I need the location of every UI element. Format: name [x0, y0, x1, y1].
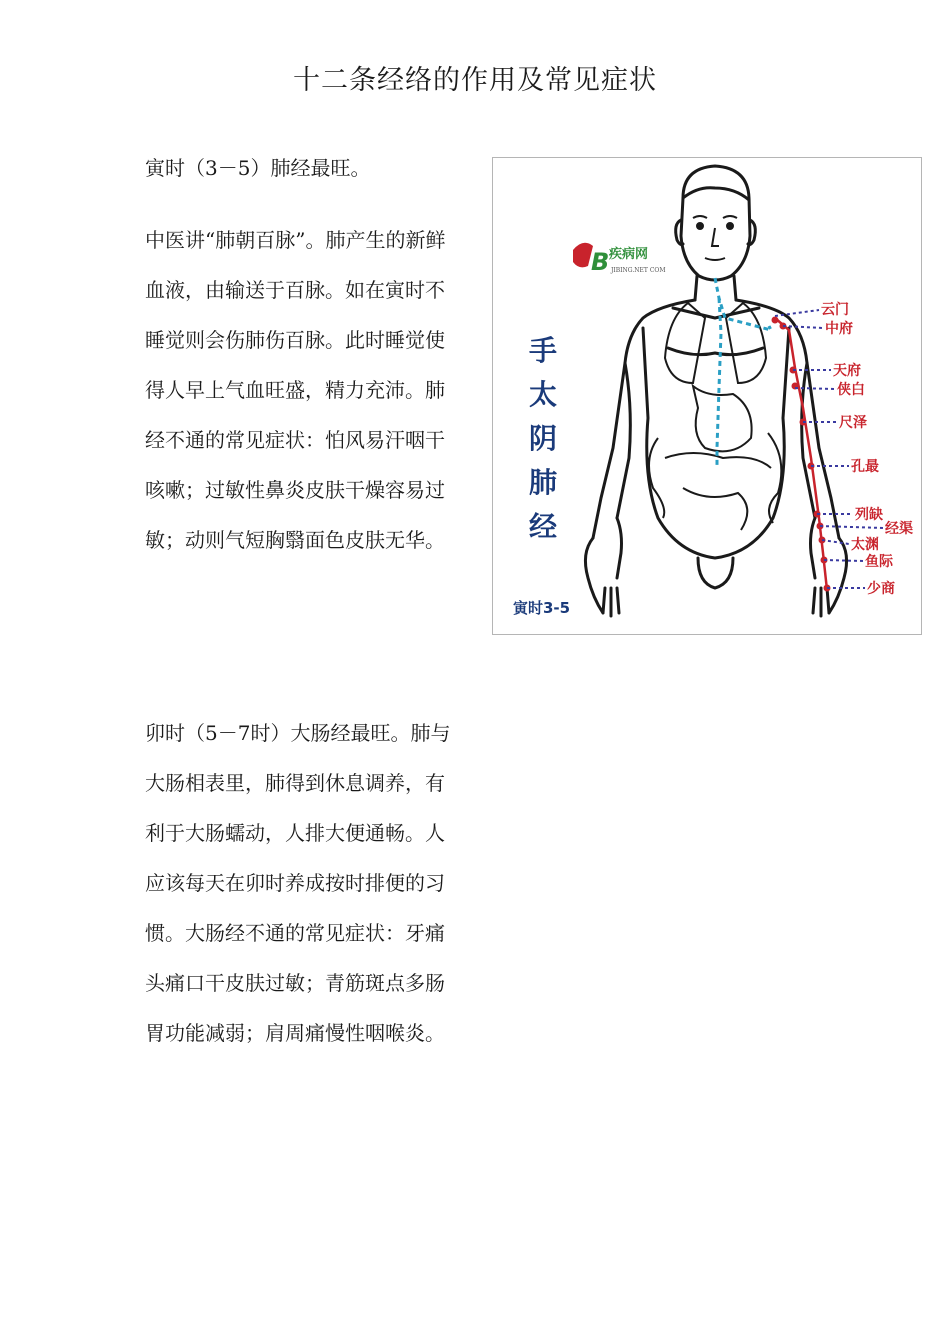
- meridian-title-char: 手: [529, 334, 558, 367]
- section1-heading: 寅时（3－5）肺经最旺。: [145, 156, 371, 180]
- logo-mark-icon: B: [591, 248, 610, 276]
- point-label: 尺泽: [839, 415, 867, 431]
- point-label: 列缺: [855, 507, 883, 523]
- page-title: 十二条经络的作用及常见症状: [293, 65, 657, 96]
- section1-paragraph: 中医讲“肺朝百脉”。肺产生的新鲜血液，由输送于百脉。如在寅时不睡觉则会伤肺伤百脉。此时睡觉使得人早上气血旺盛，精力充沛。肺经不通的常见症状：怕风易汗咽干咳嗽；过敏性鼻炎皮肤干燥容易过敏；动则气短胸翳面色皮肤无华。: [145, 228, 446, 552]
- section2-body: [145, 708, 463, 1058]
- meridian-title: [529, 334, 557, 543]
- section1-body: [145, 215, 463, 565]
- meridian-title-char: 经: [529, 510, 558, 543]
- meridian-diagram: [493, 158, 921, 634]
- meridian-title-char: 肺: [529, 466, 558, 499]
- point-label: 鱼际: [865, 554, 893, 570]
- organs: [649, 303, 781, 530]
- point-label: 云门: [821, 302, 849, 318]
- point-label: 孔最: [851, 459, 879, 475]
- logo-text: 疾病网: [609, 247, 649, 262]
- meridian-title-char: 阴: [529, 422, 558, 455]
- meridian-title-char: 太: [529, 378, 558, 411]
- lung-meridian-figure: [492, 157, 922, 635]
- body-outline: [585, 166, 846, 616]
- point-label: 少商: [867, 581, 895, 597]
- point-label: 天府: [833, 363, 861, 379]
- point-label: 中府: [825, 321, 853, 337]
- time-label: 寅时3-5: [513, 599, 571, 617]
- point-labels: [821, 301, 913, 597]
- logo-figure-icon: [573, 243, 593, 268]
- logo-subtext: JIBING.NET COM: [611, 267, 666, 274]
- site-logo: [573, 243, 665, 276]
- face: [693, 216, 737, 260]
- point-label: 太渊: [851, 537, 879, 553]
- point-label: 侠白: [837, 382, 865, 398]
- section2-paragraph: 卯时（5－7时）大肠经最旺。肺与大肠相表里，肺得到休息调养，有利于大肠蠕动，人排大便通畅。人应该每天在卯时养成按时排便的习惯。大肠经不通的常见症状：牙痛头痛口干皮肤过敏；青筋斑点多肠胃功能减弱；肩周痛慢性咽喉炎。: [145, 721, 451, 1045]
- point-label: 经渠: [885, 521, 913, 537]
